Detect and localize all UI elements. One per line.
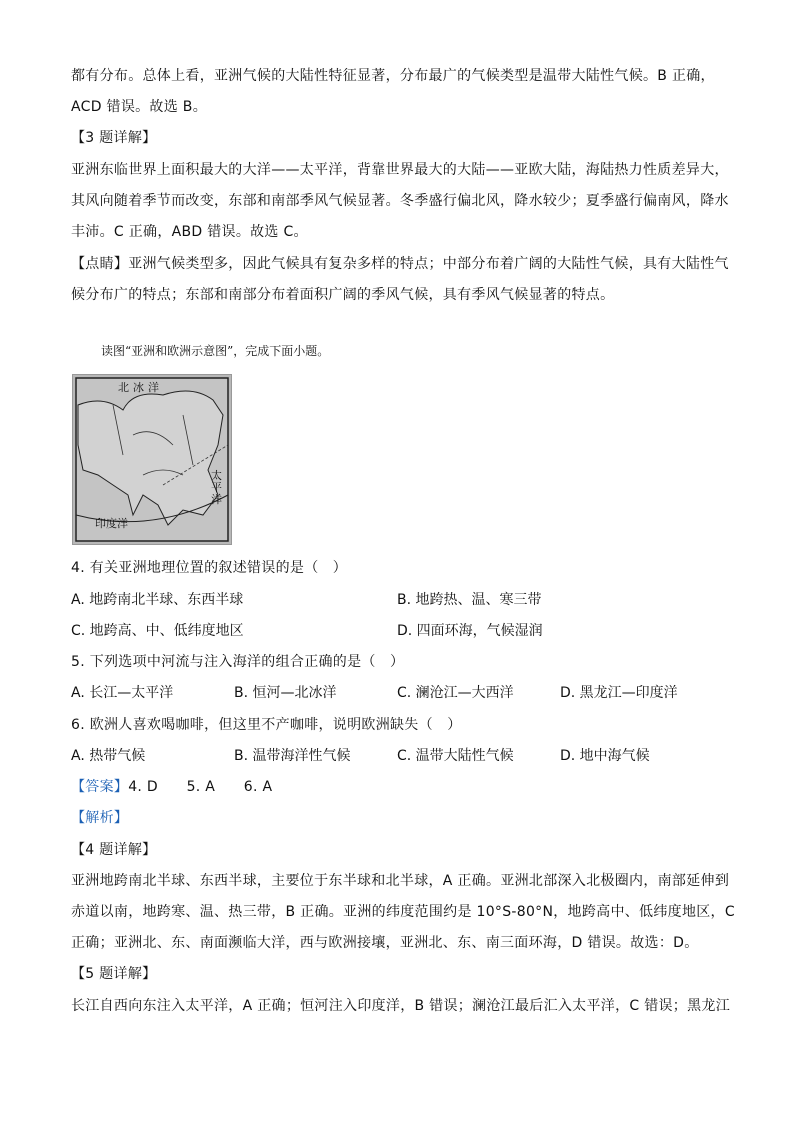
text-line: 亚洲东临世界上面积最大的大洋——太平洋，背靠世界最大的大陆——亚欧大陆，海陆热力性质差异大， [71,162,729,178]
map-label-arctic-ocean: 北冰洋 [118,381,163,394]
text-line: 赤道以南，地跨寒、温、热三带，B 正确。亚洲的纬度范围约是 10°S-80°N，地跨高中、低纬度地区，C [71,904,735,920]
answer-text: 4. D 5. A 6. A [128,779,273,795]
text-line: 其风向随着季节而改变，东部和南部季风气候显著。冬季盛行偏北风，降水较少；夏季盛行偏南风，降水 [71,193,729,209]
answer-line [71,777,272,797]
option-a: A. 地跨南北半球、东西半球 [71,592,244,608]
asia-europe-map [72,374,232,545]
question-stem: 4. 有关亚洲地理位置的叙述错误的是（ ） [71,560,348,576]
analysis-label: 【解析】 [71,810,129,826]
section-heading: 【5 题详解】 [71,966,157,982]
section-heading: 【4 题详解】 [71,842,157,858]
text-line: 正确；亚洲北、东、南面濒临大洋，西与欧洲接壤，亚洲北、东、南三面环海，D 错误。故选：D。 [71,935,699,951]
map-label-indian-ocean: 印度洋 [95,517,128,530]
text-line: 【点睛】亚洲气候类型多，因此气候具有复杂多样的特点；中部分布着广阔的大陆性气候，具有大陆性气 [71,256,729,272]
option-b: B. 温带海洋性气候 [234,748,351,764]
option-d: D. 黑龙江—印度洋 [560,685,678,701]
option-c: C. 温带大陆性气候 [397,748,514,764]
option-c: C. 澜沧江—大西洋 [397,685,514,701]
option-d: D. 四面环海，气候湿润 [397,623,543,639]
question-stem: 6. 欧洲人喜欢喝咖啡，但这里不产咖啡，说明欧洲缺失（ ） [71,717,462,733]
text-line: 都有分布。总体上看，亚洲气候的大陆性特征显著，分布最广的气候类型是温带大陆性气候。B 正确， [71,68,715,84]
option-d: D. 地中海气候 [560,748,650,764]
option-c: C. 地跨高、中、低纬度地区 [71,623,244,639]
option-b: B. 恒河—北冰洋 [234,685,337,701]
option-a: A. 热带气候 [71,748,146,764]
instruction: 读图“亚洲和欧洲示意图”，完成下面小题。 [101,344,330,358]
section-heading: 【3 题详解】 [71,130,157,146]
text-line: 亚洲地跨南北半球、东西半球，主要位于东半球和北半球，A 正确。亚洲北部深入北极圈内，南部延伸到 [71,873,730,889]
text-line: ACD 错误。故选 B。 [71,99,207,115]
text-line: 长江自西向东注入太平洋，A 正确；恒河注入印度洋，B 错误；澜沧江最后汇入太平洋，C 错误；黑龙江 [71,998,731,1014]
text-line: 候分布广的特点；东部和南部分布着面积广阔的季风气候，具有季风气候显著的特点。 [71,287,615,303]
option-b: B. 地跨热、温、寒三带 [397,592,542,608]
answer-label: 【答案】 [71,779,129,795]
map-label-pacific-ocean: 太平洋 [211,469,222,506]
option-a: A. 长江—太平洋 [71,685,174,701]
question-stem: 5. 下列选项中河流与注入海洋的组合正确的是（ ） [71,654,405,670]
text-line: 丰沛。C 正确，ABD 错误。故选 C。 [71,224,308,240]
